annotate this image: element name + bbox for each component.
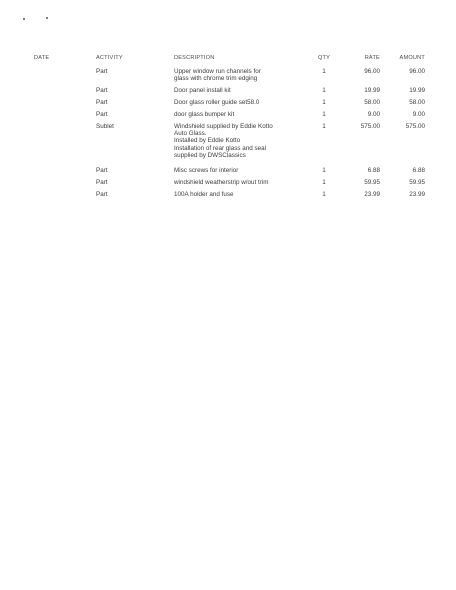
row-qty: 1 bbox=[322, 68, 326, 75]
row-qty: 1 bbox=[322, 99, 326, 106]
row-amount: 23.99 bbox=[409, 191, 425, 198]
row-qty: 1 bbox=[322, 111, 326, 118]
row-rate: 23.99 bbox=[364, 191, 380, 198]
row-description: windshield weatherstrip w/out trim bbox=[174, 179, 269, 186]
row-description: Door panel install kit bbox=[174, 87, 231, 94]
row-description: 100A holder and fuse bbox=[174, 191, 234, 198]
row-activity: Part bbox=[96, 179, 108, 186]
row-activity: Part bbox=[96, 111, 108, 118]
row-rate: 59.95 bbox=[364, 179, 380, 186]
scan-speck bbox=[23, 18, 25, 20]
column-header-rate: RATE bbox=[364, 55, 380, 61]
column-header-activity: ACTIVITY bbox=[96, 55, 123, 61]
column-header-amount: AMOUNT bbox=[399, 55, 425, 61]
row-rate: 575.00 bbox=[360, 123, 380, 130]
scan-speck bbox=[46, 17, 48, 19]
row-description: Windshield supplied by Eddie Kotto Auto Glass. Installed by Eddie Kotto Installation of rear glass and seal supplied by DWSClassics bbox=[174, 123, 273, 159]
row-description: Upper window run channels for glass with chrome trim edging bbox=[174, 68, 261, 83]
row-rate: 58.00 bbox=[364, 99, 380, 106]
row-description: Misc screws for interior bbox=[174, 167, 239, 174]
row-qty: 1 bbox=[322, 191, 326, 198]
row-amount: 96.00 bbox=[409, 68, 425, 75]
row-activity: Part bbox=[96, 167, 108, 174]
row-activity: Part bbox=[96, 68, 108, 75]
row-qty: 1 bbox=[322, 167, 326, 174]
row-rate: 19.99 bbox=[364, 87, 380, 94]
row-amount: 575.00 bbox=[405, 123, 425, 130]
row-rate: 96.00 bbox=[364, 68, 380, 75]
row-description: Door glass roller guide set58.0 bbox=[174, 99, 260, 106]
column-header-description: DESCRIPTION bbox=[174, 55, 215, 61]
row-amount: 9.00 bbox=[412, 111, 425, 118]
row-activity: Part bbox=[96, 99, 108, 106]
row-activity: Part bbox=[96, 87, 108, 94]
row-amount: 59.95 bbox=[409, 179, 425, 186]
row-rate: 9.00 bbox=[367, 111, 380, 118]
row-amount: 58.00 bbox=[409, 99, 425, 106]
column-header-qty: QTY bbox=[318, 55, 331, 61]
row-amount: 19.99 bbox=[409, 87, 425, 94]
row-activity: Part bbox=[96, 191, 108, 198]
row-activity: Sublet bbox=[96, 123, 114, 130]
row-qty: 1 bbox=[322, 179, 326, 186]
row-qty: 1 bbox=[322, 123, 326, 130]
row-rate: 6.88 bbox=[367, 167, 380, 174]
row-description: door glass bumper kit bbox=[174, 111, 235, 118]
row-qty: 1 bbox=[322, 87, 326, 94]
column-header-date: DATE bbox=[34, 55, 50, 61]
row-amount: 6.88 bbox=[412, 167, 425, 174]
